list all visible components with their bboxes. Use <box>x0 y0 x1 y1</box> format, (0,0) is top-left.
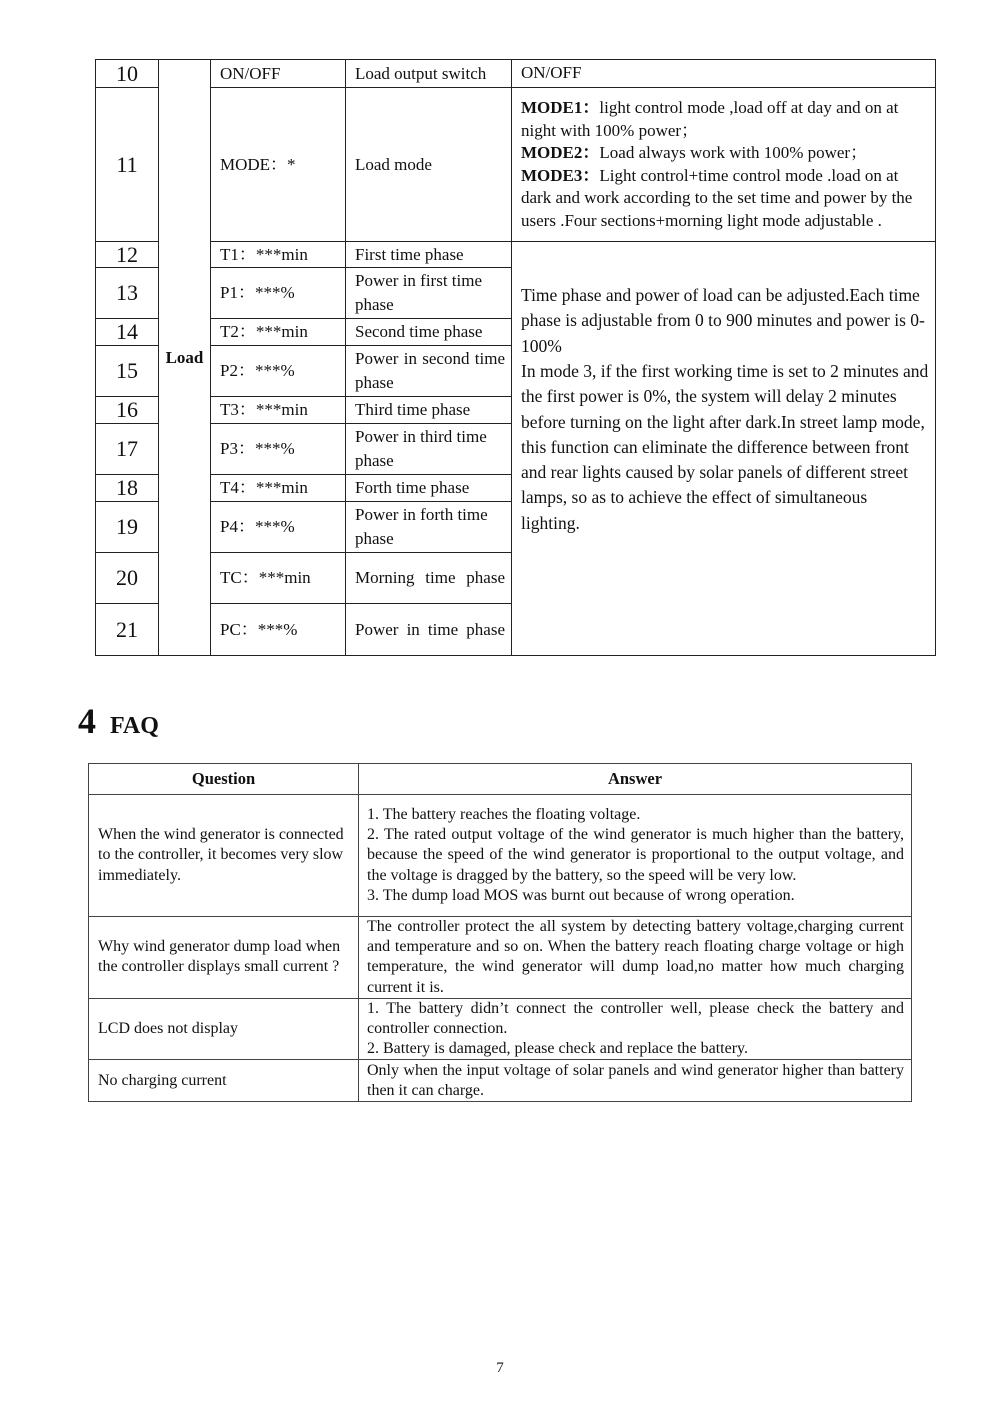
answer-line: 1. The battery didn’t connect the controller well, please check the battery and controller connection. <box>367 999 904 1038</box>
row-number: 15 <box>96 346 159 397</box>
parameter-cell: MODE：* <box>211 88 346 242</box>
answer-header: Answer <box>359 764 912 795</box>
parameter-cell: P3：***% <box>211 424 346 475</box>
parameter-cell: T4：***min <box>211 475 346 502</box>
faq-question: When the wind generator is connected to the controller, it becomes very slow immediately. <box>89 795 359 917</box>
section-title: FAQ <box>110 713 159 739</box>
faq-header-row <box>89 764 912 795</box>
faq-question: No charging current <box>89 1060 359 1102</box>
answer-line: 3. The dump load MOS was burnt out because of wrong operation. <box>367 886 795 904</box>
answer-line: The controller protect the all system by detecting battery voltage,charging current and temperature and so on. When the battery reach floating charge voltage or high temperature, the wind generator will dump load,no matter how much charging current it is. <box>367 918 904 996</box>
faq-row <box>89 917 912 999</box>
table-row <box>96 242 936 268</box>
parameter-cell: P1：***% <box>211 268 346 319</box>
time-phase-note-1: Time phase and power of load can be adjusted.Each time phase is adjustable from 0 to 900 minutes and power is 0-100% <box>521 285 925 356</box>
row-number: 18 <box>96 475 159 502</box>
load-settings-table <box>95 59 936 656</box>
parameter-cell: ON/OFF <box>211 60 346 88</box>
faq-row <box>89 1060 912 1102</box>
row-number: 10 <box>96 60 159 88</box>
parameter-cell: T1：***min <box>211 242 346 268</box>
answer-line: 2. Battery is damaged, please check and replace the battery. <box>367 1040 749 1058</box>
description-cell: Power in second time phase <box>346 346 512 397</box>
faq-table <box>88 763 912 1102</box>
row-number: 19 <box>96 502 159 553</box>
group-label-load: Load <box>159 60 211 656</box>
parameter-cell: TC：***min <box>211 553 346 604</box>
row-number: 12 <box>96 242 159 268</box>
description-cell: Load output switch <box>346 60 512 88</box>
faq-answer <box>359 917 912 999</box>
faq-question: Why wind generator dump load when the controller displays small current ? <box>89 917 359 999</box>
parameter-cell: P2：***% <box>211 346 346 397</box>
table-row <box>96 88 936 242</box>
question-header: Question <box>89 764 359 795</box>
description-cell: Forth time phase <box>346 475 512 502</box>
faq-row <box>89 998 912 1060</box>
row-number: 11 <box>96 88 159 242</box>
description-cell: Power in first time phase <box>346 268 512 319</box>
parameter-cell: T2：***min <box>211 319 346 346</box>
description-cell: Load mode <box>346 88 512 242</box>
value-cell: ON/OFF <box>512 60 936 88</box>
description-cell: Third time phase <box>346 397 512 424</box>
answer-line: 1. The battery reaches the floating voltage. <box>367 805 641 823</box>
time-phase-note-cell <box>512 242 936 656</box>
faq-row <box>89 795 912 917</box>
mode1-line: MODE1：light control mode ,load off at day and on at night with 100% power； <box>521 98 899 140</box>
row-number: 16 <box>96 397 159 424</box>
table-row <box>96 60 936 88</box>
description-cell: Second time phase <box>346 319 512 346</box>
section-number: 4 <box>78 701 96 741</box>
answer-line: Only when the input voltage of solar panels and wind generator higher than battery then it can charge. <box>367 1061 904 1099</box>
description-cell: Morning time phase <box>346 553 512 604</box>
mode3-line: MODE3：Light control+time control mode .load on at dark and work according to the set time and power by the users .Four sections+morning light mode adjustable . <box>521 165 913 230</box>
parameter-cell: PC：***% <box>211 604 346 656</box>
mode-description-cell <box>512 88 936 242</box>
description-cell: Power in time phase <box>346 604 512 656</box>
parameter-cell: P4：***% <box>211 502 346 553</box>
row-number: 17 <box>96 424 159 475</box>
row-number: 14 <box>96 319 159 346</box>
faq-section-heading <box>78 700 159 742</box>
faq-answer <box>359 795 912 917</box>
description-cell: First time phase <box>346 242 512 268</box>
faq-answer <box>359 1060 912 1102</box>
answer-line: 2. The rated output voltage of the wind generator is much higher than the battery, because the speed of the wind generator is proportional to the output voltage, and the voltage is dragged by the battery, so the speed will be very low. <box>367 826 904 884</box>
row-number: 20 <box>96 553 159 604</box>
description-cell: Power in third time phase <box>346 424 512 475</box>
page-number: 7 <box>496 1360 504 1376</box>
time-phase-note-2: In mode 3, if the first working time is set to 2 minutes and the first power is 0%, the system will delay 2 minutes before turning on the light after dark.In street lamp mode, this function can eliminate the difference between front and rear lights caused by solar panels of different street lamps, so as to achieve the effect of simultaneous lighting. <box>521 360 929 533</box>
description-cell: Power in forth time phase <box>346 502 512 553</box>
faq-answer <box>359 998 912 1060</box>
row-number: 13 <box>96 268 159 319</box>
row-number: 21 <box>96 604 159 656</box>
faq-question: LCD does not display <box>89 998 359 1060</box>
parameter-cell: T3：***min <box>211 397 346 424</box>
mode2-line: MODE2：Load always work with 100% power； <box>521 143 868 162</box>
